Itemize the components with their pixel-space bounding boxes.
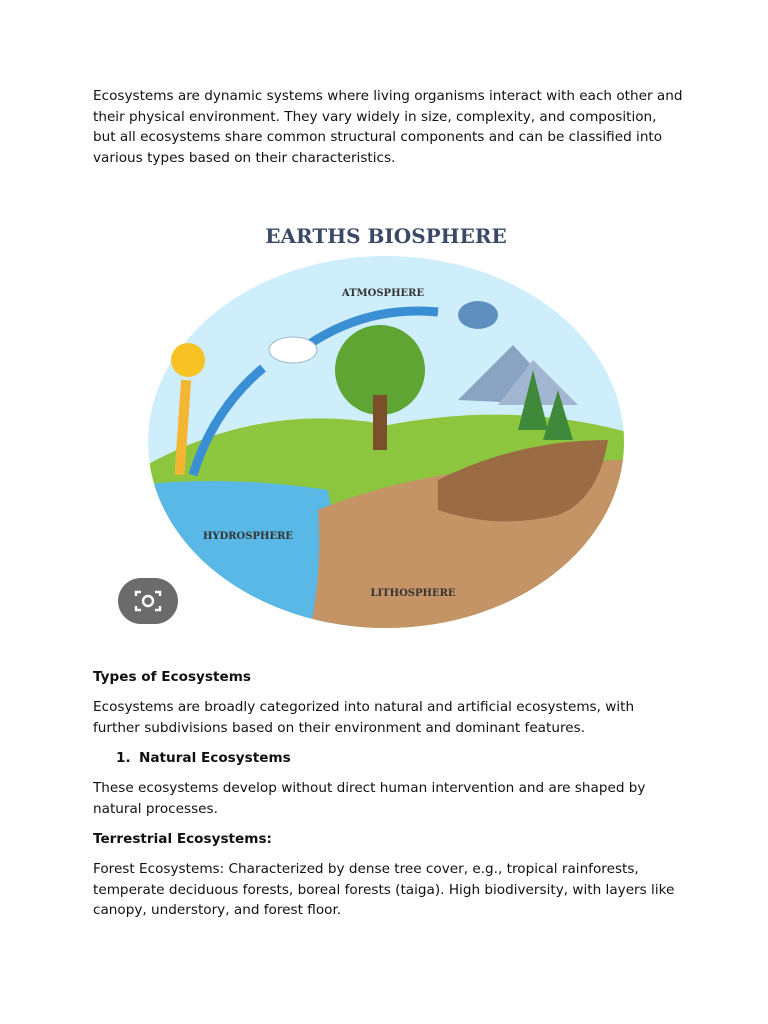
sun-icon bbox=[171, 343, 205, 377]
types-heading: Types of Ecosystems bbox=[93, 669, 251, 685]
figure-title: EARTHS BIOSPHERE bbox=[265, 224, 507, 248]
types-paragraph: Ecosystems are broadly categorized into natural and artificial ecosystems, with further subdivisions based on their environment and dominant features. bbox=[93, 699, 635, 736]
earths-biosphere-illustration bbox=[138, 210, 638, 640]
atmosphere-label: ATMOSPHERE bbox=[341, 288, 425, 299]
biosphere-circle bbox=[138, 250, 638, 640]
natural-paragraph: These ecosystems develop without direct human intervention and are shaped by natural processes. bbox=[93, 780, 646, 817]
list-label: Natural Ecosystems bbox=[139, 750, 291, 766]
list-number: 1. bbox=[116, 750, 131, 766]
list-item-natural-ecosystems bbox=[116, 748, 291, 769]
image-search-button[interactable] bbox=[118, 578, 178, 624]
intro-paragraph: Ecosystems are dynamic systems where living organisms interact with each other and their physical environment. They vary widely in size, complexity, and composition, but all ecosystems share common structural components and can be classified into various types based on their characteristics. bbox=[93, 88, 683, 166]
forest-paragraph: Forest Ecosystems: Characterized by dense tree cover, e.g., tropical rainforests, temperate deciduous forests, boreal forests (taiga). High biodiversity, with layers like canopy, understory, and forest floor. bbox=[93, 861, 675, 918]
image-search-icon bbox=[133, 588, 163, 614]
hydrosphere-label: HYDROSPHERE bbox=[202, 531, 294, 542]
terrestrial-heading: Terrestrial Ecosystems: bbox=[93, 831, 272, 847]
lithosphere-label: LITHOSPHERE bbox=[370, 588, 456, 599]
